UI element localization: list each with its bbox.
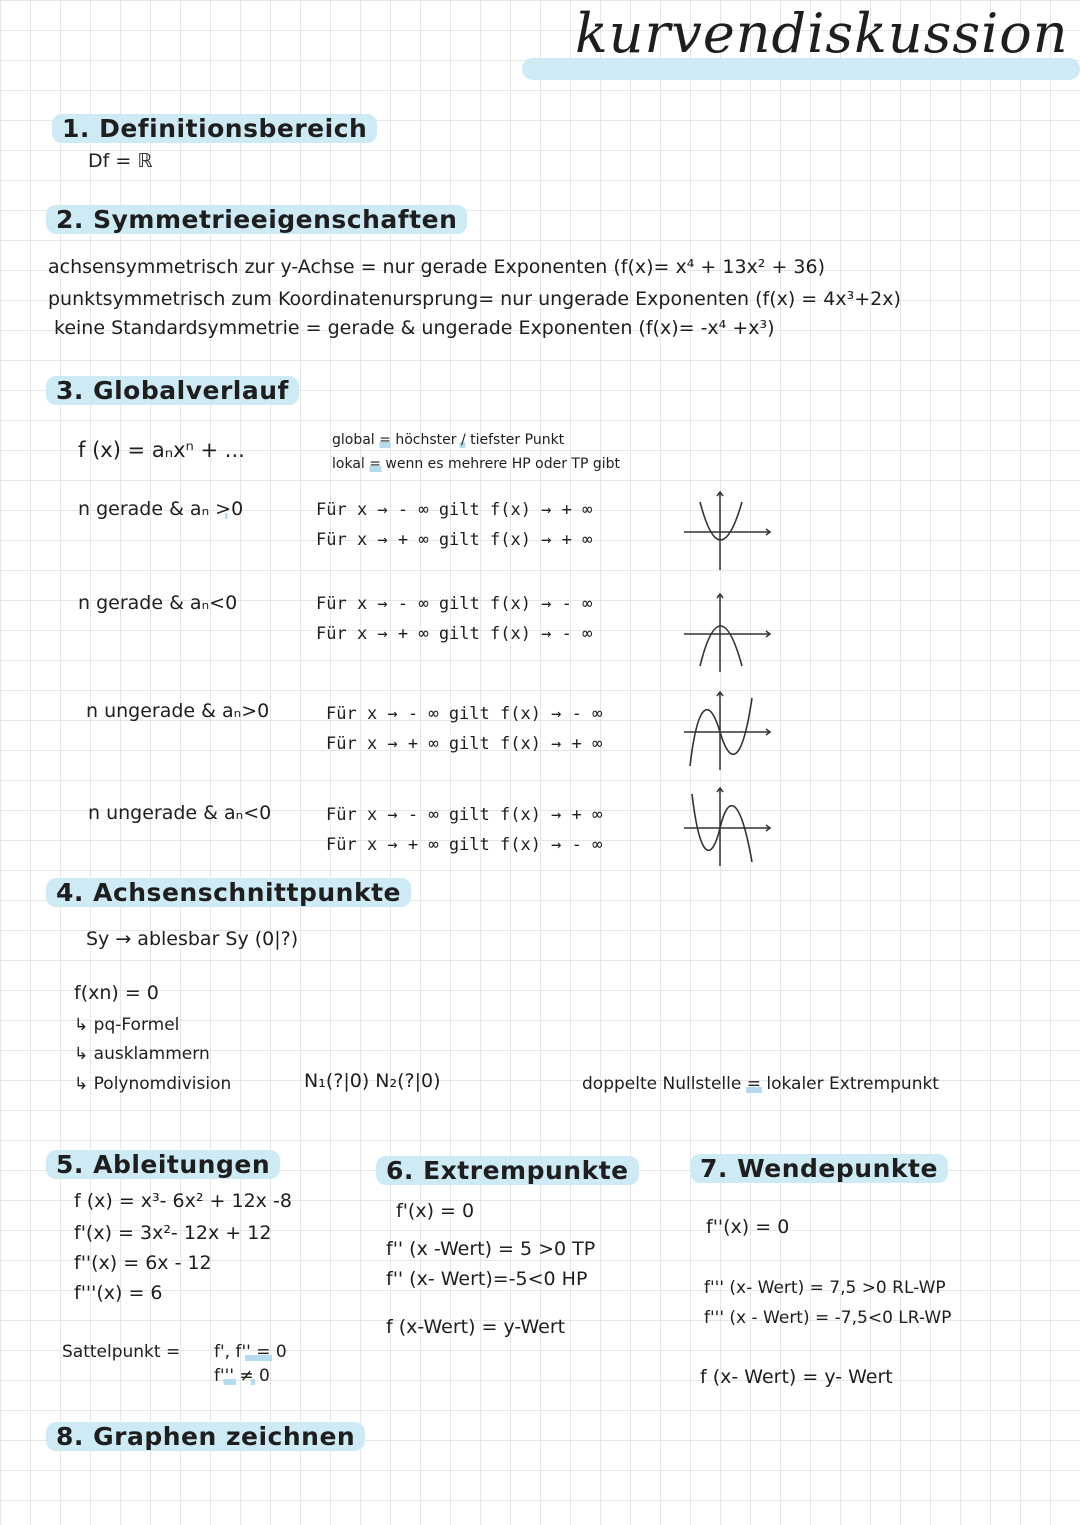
case-1-line-2: Für x → + ∞ gilt f(x) → + ∞ (316, 530, 593, 550)
sattelpunkt-cond-1: f', f'' = 0 (214, 1342, 287, 1362)
extrema-hp: f'' (x- Wert)=-5<0 HP (386, 1268, 588, 1290)
heading-ableitungen: 5. Ableitungen (46, 1150, 280, 1179)
inflection-lr: f''' (x - Wert) = -7,5<0 LR-WP (704, 1308, 952, 1328)
extrema-tp: f'' (x -Wert) = 5 >0 TP (386, 1238, 596, 1260)
double-zero-note: doppelte Nullstelle = lokaler Extrempunkt (582, 1074, 939, 1094)
symmetry-line-point: punktsymmetrisch zum Koordinatenursprung= nur ungerade Exponenten (f(x) = 4x³+2x) (48, 288, 901, 310)
symmetry-line-axis: achsensymmetrisch zur y-Achse = nur gerade Exponenten (f(x)= x⁴ + 13x² + 36) (48, 256, 826, 278)
heading-graphen-zeichnen: 8. Graphen zeichnen (46, 1422, 365, 1451)
case-3-condition: n ungerade & aₙ>0 (86, 700, 270, 722)
extrema-y-value: f (x-Wert) = y-Wert (386, 1316, 566, 1338)
derivative-f2: f''(x) = 6x - 12 (74, 1252, 212, 1274)
page-title: kurvendiskussion (575, 2, 1069, 65)
derivative-f1: f'(x) = 3x²- 12x + 12 (74, 1222, 272, 1244)
heading-definitionsbereich: 1. Definitionsbereich (52, 114, 377, 143)
case-1-condition: n gerade & aₙ >0 (78, 498, 244, 520)
graph-even-positive (680, 488, 776, 572)
case-4-line-2: Für x → + ∞ gilt f(x) → - ∞ (326, 835, 603, 855)
sattelpunkt-label: Sattelpunkt = (62, 1342, 181, 1362)
graph-odd-negative (680, 784, 776, 868)
heading-globalverlauf: 3. Globalverlauf (46, 376, 299, 405)
extrema-condition: f'(x) = 0 (396, 1200, 475, 1222)
inflection-rl: f''' (x- Wert) = 7,5 >0 RL-WP (704, 1278, 946, 1298)
note-global: global = höchster / tiefster Punkt (332, 432, 565, 448)
derivative-f: f (x) = x³- 6x² + 12x -8 (74, 1190, 292, 1212)
heading-achsenschnittpunkte: 4. Achsenschnittpunkte (46, 878, 411, 907)
method-polynomdivision: ↳ Polynomdivision (74, 1074, 232, 1094)
domain-line: Df = ℝ (88, 150, 153, 172)
graph-even-negative (680, 590, 776, 674)
case-3-line-1: Für x → - ∞ gilt f(x) → - ∞ (326, 704, 603, 724)
heading-extrempunkte: 6. Extrempunkte (376, 1156, 639, 1185)
case-4-line-1: Für x → - ∞ gilt f(x) → + ∞ (326, 805, 603, 825)
derivative-f3: f'''(x) = 6 (74, 1282, 163, 1304)
inflection-y-value: f (x- Wert) = y- Wert (700, 1366, 893, 1388)
y-intercept-line: Sy → ablesbar Sy (0|?) (86, 928, 299, 950)
case-3-line-2: Für x → + ∞ gilt f(x) → + ∞ (326, 734, 603, 754)
case-2-line-2: Für x → + ∞ gilt f(x) → - ∞ (316, 624, 593, 644)
method-pq: ↳ pq-Formel (74, 1015, 180, 1035)
symmetry-line-none: keine Standardsymmetrie = gerade & ungerade Exponenten (f(x)= -x⁴ +x³) (54, 317, 775, 339)
global-formula: f (x) = aₙxⁿ + ... (78, 438, 245, 462)
note-lokal: lokal = wenn es mehrere HP oder TP gibt (332, 456, 621, 472)
zero-condition: f(xn) = 0 (74, 982, 159, 1004)
sattelpunkt-cond-2: f''' ≠ 0 (214, 1366, 270, 1386)
heading-symmetrie: 2. Symmetrieeigenschaften (46, 205, 467, 234)
heading-wendepunkte: 7. Wendepunkte (690, 1154, 948, 1183)
zero-points: N₁(?|0) N₂(?|0) (304, 1070, 441, 1092)
case-2-condition: n gerade & aₙ<0 (78, 592, 238, 614)
inflection-condition: f''(x) = 0 (706, 1216, 790, 1238)
case-1-line-1: Für x → - ∞ gilt f(x) → + ∞ (316, 500, 593, 520)
method-ausklammern: ↳ ausklammern (74, 1044, 210, 1064)
graph-odd-positive (680, 688, 776, 772)
case-2-line-1: Für x → - ∞ gilt f(x) → - ∞ (316, 594, 593, 614)
case-4-condition: n ungerade & aₙ<0 (88, 802, 272, 824)
